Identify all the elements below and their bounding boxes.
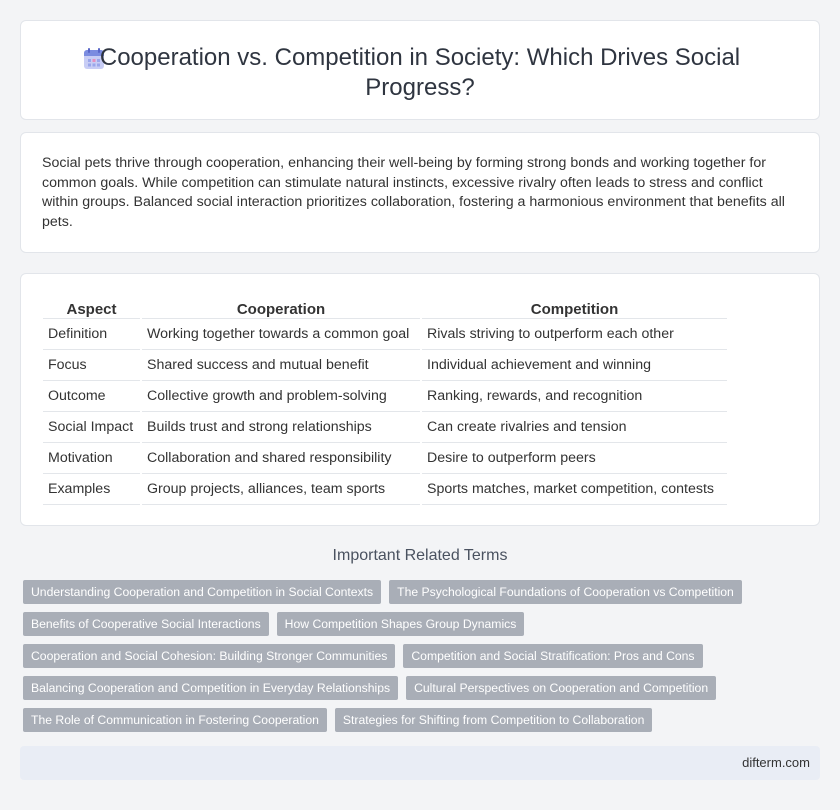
table-cell: Sports matches, market competition, contests bbox=[422, 474, 727, 505]
intro-paragraph: Social pets thrive through cooperation, enhancing their well-being by forming strong bonds and working together for common goals. While competition can stimulate natural instincts, excessive rivalry often leads to stress and conflict within groups. Balanced social interaction prioritizes collaboration, fostering a harmonious environment that benefits all pets. bbox=[42, 155, 785, 230]
table-cell: Focus bbox=[43, 350, 140, 381]
table-header-row bbox=[43, 296, 727, 319]
tag-row bbox=[23, 676, 716, 700]
table-cell: Collective growth and problem-solving bbox=[142, 381, 420, 412]
header-competition: Competition bbox=[422, 296, 727, 319]
tag-row bbox=[23, 612, 524, 636]
comparison-table bbox=[43, 296, 727, 505]
related-term-tag[interactable]: Understanding Cooperation and Competition in Social Contexts bbox=[23, 580, 381, 604]
table-cell: Social Impact bbox=[43, 412, 140, 443]
table-row bbox=[43, 319, 727, 350]
tag-row bbox=[23, 644, 703, 668]
tag-row bbox=[23, 708, 652, 732]
table-cell: Rivals striving to outperform each other bbox=[422, 319, 727, 350]
header-cooperation: Cooperation bbox=[142, 296, 420, 319]
table-cell: Motivation bbox=[43, 443, 140, 474]
table-cell: Group projects, alliances, team sports bbox=[142, 474, 420, 505]
table-cell: Can create rivalries and tension bbox=[422, 412, 727, 443]
related-term-tag[interactable]: Benefits of Cooperative Social Interactions bbox=[23, 612, 269, 636]
table-cell: Ranking, rewards, and recognition bbox=[422, 381, 727, 412]
table-row bbox=[43, 381, 727, 412]
table-row bbox=[43, 350, 727, 381]
related-term-tag[interactable]: The Psychological Foundations of Cooperation vs Competition bbox=[389, 580, 742, 604]
related-term-tag[interactable]: How Competition Shapes Group Dynamics bbox=[277, 612, 525, 636]
table-cell: Outcome bbox=[43, 381, 140, 412]
tag-row bbox=[23, 580, 742, 604]
site-name[interactable]: difterm.com bbox=[742, 755, 810, 770]
comparison-card bbox=[20, 273, 820, 526]
header-aspect: Aspect bbox=[43, 296, 140, 319]
table-row bbox=[43, 474, 727, 505]
table-row bbox=[43, 412, 727, 443]
related-term-tag[interactable]: Cultural Perspectives on Cooperation and Competition bbox=[406, 676, 716, 700]
related-term-tag[interactable]: Balancing Cooperation and Competition in Everyday Relationships bbox=[23, 676, 398, 700]
table-row bbox=[43, 443, 727, 474]
table-cell: Desire to outperform peers bbox=[422, 443, 727, 474]
related-terms-heading: Important Related Terms bbox=[332, 547, 508, 564]
table-cell: Examples bbox=[43, 474, 140, 505]
table-cell: Builds trust and strong relationships bbox=[142, 412, 420, 443]
table-cell: Collaboration and shared responsibility bbox=[142, 443, 420, 474]
related-term-tag[interactable]: Strategies for Shifting from Competition to Collaboration bbox=[335, 708, 652, 732]
related-term-tag[interactable]: Competition and Social Stratification: Pros and Cons bbox=[403, 644, 702, 668]
table-cell: Shared success and mutual benefit bbox=[142, 350, 420, 381]
title-card bbox=[20, 20, 820, 120]
page-title: Cooperation vs. Competition in Society: Which Drives Social Progress? bbox=[99, 44, 741, 101]
related-term-tag[interactable]: Cooperation and Social Cohesion: Building Stronger Communities bbox=[23, 644, 395, 668]
table-cell: Working together towards a common goal bbox=[142, 319, 420, 350]
table-cell: Definition bbox=[43, 319, 140, 350]
table-cell: Individual achievement and winning bbox=[422, 350, 727, 381]
footer bbox=[20, 746, 820, 780]
related-term-tag[interactable]: The Role of Communication in Fostering Cooperation bbox=[23, 708, 327, 732]
intro-card bbox=[20, 132, 820, 253]
